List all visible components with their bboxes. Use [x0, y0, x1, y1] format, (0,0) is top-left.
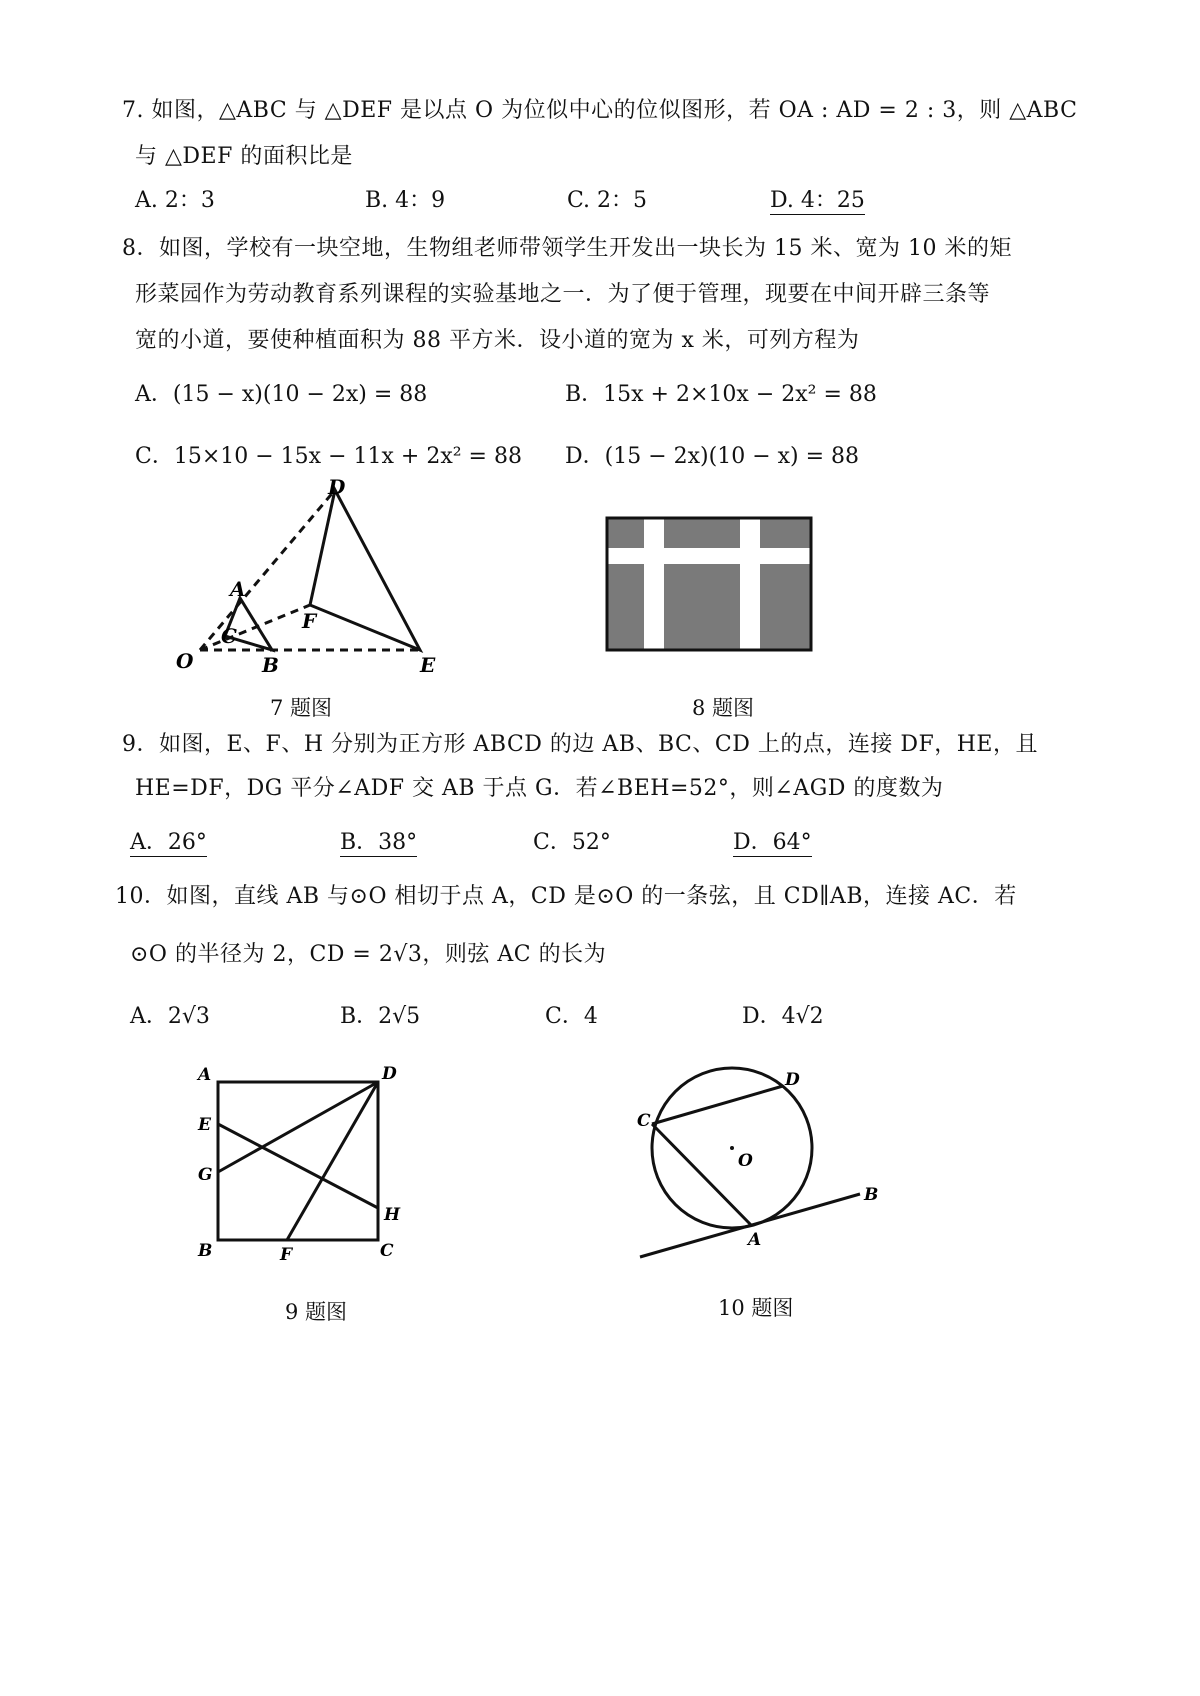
fig7-label-o: O — [176, 649, 194, 673]
q8-option-a[interactable]: A．(15 − x)(10 − 2x) = 88 — [135, 382, 428, 407]
fig7-label-f: F — [302, 609, 317, 633]
fig10-center-dot — [730, 1146, 734, 1150]
fig7-label-c: C — [221, 624, 237, 648]
fig9-label-g: G — [198, 1165, 213, 1185]
fig7-label-b: B — [262, 653, 279, 677]
fig9-label-c: C — [380, 1241, 394, 1261]
fig10-label-d: D — [785, 1070, 800, 1090]
q9-caption: 9 题图 — [285, 1300, 348, 1324]
q10-option-c[interactable]: C．4 — [545, 1004, 598, 1029]
q9-option-d-label: D．64° — [733, 830, 812, 855]
q7-text-line1: 7. 如图，△ABC 与 △DEF 是以点 O 为位似中心的位似图形，若 OA : AD = 2 : 3，则 △ABC — [122, 98, 1078, 123]
fig10-label-c: C — [637, 1111, 651, 1131]
q10-option-b[interactable]: B．2√5 — [340, 1004, 421, 1029]
fig10-label-o: O — [738, 1151, 753, 1171]
fig9-label-h: H — [384, 1205, 401, 1225]
q7-option-d-label: D. 4：25 — [770, 188, 865, 213]
q9-option-a-label: A．26° — [130, 830, 207, 855]
q9-option-c[interactable]: C．52° — [533, 830, 611, 855]
q10-option-a[interactable]: A．2√3 — [130, 1004, 210, 1029]
q7-option-a[interactable]: A. 2：3 — [135, 188, 215, 213]
q8-caption: 8 题图 — [692, 696, 755, 720]
q10-text-line1: 10．如图，直线 AB 与⊙O 相切于点 A，CD 是⊙O 的一条弦，且 CD∥AB，连接 AC．若 — [115, 884, 1017, 909]
q8-text-line2: 形菜园作为劳动教育系列课程的实验基地之一．为了便于管理，现要在中间开辟三条等 — [135, 282, 991, 307]
q7-option-c[interactable]: C. 2：5 — [567, 188, 648, 213]
q10-option-d[interactable]: D．4√2 — [742, 1004, 824, 1029]
q10-caption: 10 题图 — [718, 1296, 794, 1320]
q9-text-line2: HE=DF，DG 平分∠ADF 交 AB 于点 G．若∠BEH=52°，则∠AGD 的度数为 — [135, 776, 944, 801]
q8-option-c[interactable]: C．15×10 − 15x − 11x + 2x² = 88 — [135, 444, 522, 469]
q9-option-b-label: B．38° — [340, 830, 418, 855]
q7-caption: 7 题图 — [270, 696, 333, 720]
fig10-chord-cd — [652, 1086, 783, 1124]
fig9-label-e: E — [198, 1115, 211, 1135]
q7-text-line2: 与 △DEF 的面积比是 — [135, 144, 353, 169]
q8-option-d[interactable]: D．(15 − 2x)(10 − x) = 88 — [565, 444, 860, 469]
fig9-label-a: A — [198, 1065, 212, 1085]
fig7-label-e: E — [420, 653, 436, 677]
q8-option-b[interactable]: B．15x + 2×10x − 2x² = 88 — [565, 382, 877, 407]
q9-text-line1: 9．如图，E、F、H 分别为正方形 ABCD 的边 AB、BC、CD 上的点，连接 DF，HE，且 — [122, 732, 1038, 757]
fig9-label-d: D — [382, 1064, 397, 1084]
fig9-label-f: F — [280, 1245, 293, 1265]
fig10-label-b: B — [864, 1185, 879, 1205]
q10-text-line2: ⊙O 的半径为 2，CD = 2√3，则弦 AC 的长为 — [130, 942, 607, 967]
fig7-label-d: D — [328, 475, 346, 499]
q7-option-b[interactable]: B. 4：9 — [365, 188, 446, 213]
q8-text-line3: 宽的小道，要使种植面积为 88 平方米．设小道的宽为 x 米，可列方程为 — [135, 328, 860, 353]
fig9-label-b: B — [198, 1241, 213, 1261]
fig10-chord-ac — [652, 1124, 752, 1226]
q8-text-line1: 8．如图，学校有一块空地，生物组老师带领学生开发出一块长为 15 米、宽为 10 米的矩 — [122, 236, 1012, 261]
fig10-label-a: A — [748, 1230, 762, 1250]
fig7-label-a: A — [230, 577, 246, 601]
